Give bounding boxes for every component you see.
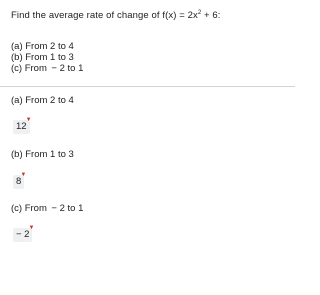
- divider: [0, 86, 295, 87]
- part-b-label: (b) From 1 to 3: [11, 52, 74, 63]
- question-exponent: 2: [197, 9, 202, 16]
- answer-a-field[interactable]: [13, 117, 32, 134]
- question-suffix: + 6:: [201, 10, 221, 21]
- answer-b-field[interactable]: [13, 172, 27, 189]
- part-a-label: (a) From 2 to 4: [11, 41, 74, 52]
- answer-b-label: (b) From 1 to 3: [11, 149, 74, 160]
- question-prefix: Find the average rate of change of f(x) = 2x: [11, 10, 198, 21]
- part-c-label: (c) From − 2 to 1: [11, 63, 84, 74]
- parts-list: [11, 41, 83, 74]
- correct-check-icon: ▼: [20, 172, 27, 178]
- answer-c-label: (c) From − 2 to 1: [11, 203, 84, 214]
- answer-a-value: 12: [16, 121, 27, 132]
- answer-b-value: 8: [16, 176, 22, 187]
- correct-check-icon: ▼: [25, 117, 32, 123]
- answer-c-value: − 2: [16, 229, 30, 240]
- answer-c-field[interactable]: [13, 225, 35, 242]
- correct-check-icon: ▼: [28, 225, 35, 231]
- question-text: [11, 10, 221, 21]
- answer-a-label: (a) From 2 to 4: [11, 95, 74, 106]
